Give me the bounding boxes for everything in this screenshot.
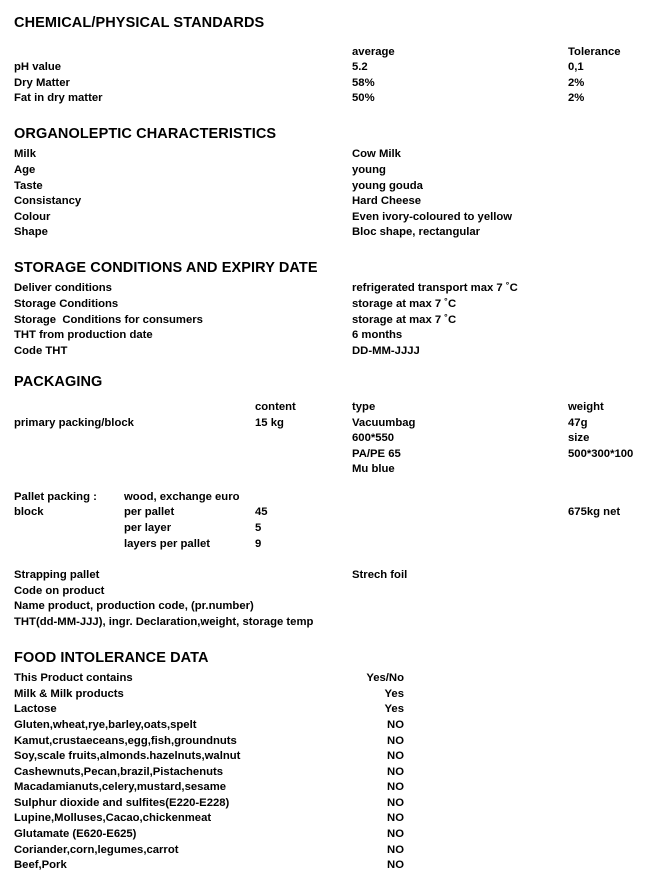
table-row xyxy=(14,811,659,827)
allergen-label: Soy,scale fruits,almonds.hazelnuts,walnut xyxy=(14,750,241,763)
section-title-food-intolerance: FOOD INTOLERANCE DATA xyxy=(14,649,209,666)
column-header-yes-no: Yes/No xyxy=(366,672,404,685)
allergen-label: Kamut,crustaeceans,egg,fish,groundnuts xyxy=(14,734,237,747)
row-label: Consistancy xyxy=(14,195,82,208)
spacer xyxy=(0,359,667,375)
row-tolerance: 2% xyxy=(568,76,585,89)
spacer xyxy=(0,241,667,261)
column-header-tolerance: Tolerance xyxy=(568,45,621,58)
row-label: Milk xyxy=(14,148,36,161)
section-storage-conditions xyxy=(0,261,667,359)
section-title-chemical-physical: CHEMICAL/PHYSICAL STANDARDS xyxy=(14,15,265,31)
note-label: Code on product xyxy=(14,584,105,597)
packaging-note-row xyxy=(14,568,659,584)
allergen-label: Lupine,Molluses,Cacao,chickenmeat xyxy=(14,812,212,825)
table-header-row-intolerance xyxy=(14,671,659,687)
table-row xyxy=(14,780,659,796)
table-row xyxy=(14,858,659,874)
pallet-row xyxy=(14,505,659,521)
table-row xyxy=(14,76,659,92)
allergen-label: Milk & Milk products xyxy=(14,687,124,700)
row-tolerance: 2% xyxy=(568,92,585,105)
section-title-organoleptic: ORGANOLEPTIC CHARACTERISTICS xyxy=(14,125,277,142)
table-row xyxy=(14,147,659,163)
row-tolerance: 0,1 xyxy=(568,61,584,74)
allergen-label: Gluten,wheat,rye,barley,oats,spelt xyxy=(14,718,197,731)
allergen-value: NO xyxy=(387,843,404,856)
row-average: 5.2 xyxy=(352,61,368,74)
spacer xyxy=(0,631,667,651)
note-label: THT(dd-MM-JJJ), ingr. Declaration,weight, storage temp xyxy=(14,616,314,629)
row-value: young xyxy=(352,163,386,176)
allergen-value: NO xyxy=(387,796,404,809)
allergen-label: Lactose xyxy=(14,703,57,716)
packaging-note-row xyxy=(14,615,659,631)
table-row xyxy=(14,734,659,750)
row-average: 58% xyxy=(352,76,375,89)
table-row xyxy=(14,163,659,179)
table-row xyxy=(14,194,659,210)
row-value: DD-MM-JJJJ xyxy=(352,344,420,357)
row-label: Storage Conditions xyxy=(14,298,119,311)
row-value: storage at max 7 ˚C xyxy=(352,298,457,311)
allergen-value: NO xyxy=(387,781,404,794)
table-row xyxy=(14,462,659,478)
row-value: Bloc shape, rectangular xyxy=(352,226,481,239)
section-title-storage: STORAGE CONDITIONS AND EXPIRY DATE xyxy=(14,259,318,276)
column-header-weight: weight xyxy=(568,400,604,413)
pallet-label: Pallet packing : xyxy=(14,490,97,503)
pallet-quantity: 45 xyxy=(255,506,268,519)
pallet-label: block xyxy=(14,506,44,519)
table-header-row-packaging xyxy=(14,400,659,416)
row-label: primary packing/block xyxy=(14,416,134,429)
top-spacer xyxy=(0,0,667,16)
allergen-label: Sulphur dioxide and sulfites(E220-E228) xyxy=(14,796,230,809)
table-row xyxy=(14,702,659,718)
row-label: Deliver conditions xyxy=(14,282,112,295)
row-label: Shape xyxy=(14,226,48,239)
table-row xyxy=(14,447,659,463)
allergen-label: Beef,Pork xyxy=(14,859,67,872)
allergen-label: Glutamate (E620-E625) xyxy=(14,828,137,841)
table-row xyxy=(14,796,659,812)
table-row xyxy=(14,91,659,107)
row-label: Code THT xyxy=(14,344,68,357)
table-row xyxy=(14,225,659,241)
row-label: pH value xyxy=(14,61,62,74)
allergen-value: NO xyxy=(387,812,404,825)
column-header-average: average xyxy=(352,45,395,58)
pallet-row xyxy=(14,521,659,537)
row-label: Taste xyxy=(14,179,43,192)
allergen-value: Yes xyxy=(384,703,404,716)
spacer xyxy=(14,31,659,45)
table-row xyxy=(14,687,659,703)
row-value: young gouda xyxy=(352,179,423,192)
spacer xyxy=(14,478,659,490)
allergen-value: Yes xyxy=(384,687,404,700)
column-header-content: content xyxy=(255,400,296,413)
note-label: Name product, production code, (pr.number) xyxy=(14,600,254,613)
allergen-value: NO xyxy=(387,718,404,731)
row-type: 600*550 xyxy=(352,432,395,445)
table-row xyxy=(14,765,659,781)
allergen-label: Macadamianuts,celery,mustard,sesame xyxy=(14,781,227,794)
table-row xyxy=(14,749,659,765)
row-weight: 500*300*100 xyxy=(568,447,634,460)
packaging-note-row xyxy=(14,584,659,600)
section-food-intolerance-data xyxy=(0,651,667,874)
note-label: Strapping pallet xyxy=(14,569,100,582)
row-label: Age xyxy=(14,163,36,176)
table-row xyxy=(14,344,659,360)
row-value: Even ivory-coloured to yellow xyxy=(352,210,513,223)
column-header-type: type xyxy=(352,400,376,413)
row-value: Hard Cheese xyxy=(352,195,422,208)
row-value: storage at max 7 ˚C xyxy=(352,313,457,326)
row-value: Cow Milk xyxy=(352,148,401,161)
pallet-quantity: 5 xyxy=(255,522,262,535)
section-chemical-physical-standards xyxy=(0,16,667,107)
allergen-value: NO xyxy=(387,828,404,841)
table-row xyxy=(14,313,659,329)
pallet-sublabel: per pallet xyxy=(124,506,175,519)
row-type: PA/PE 65 xyxy=(352,447,401,460)
table-row xyxy=(14,179,659,195)
allergen-value: NO xyxy=(387,750,404,763)
row-value: refrigerated transport max 7 ˚C xyxy=(352,282,518,295)
pallet-sublabel: layers per pallet xyxy=(124,537,211,550)
row-label: Dry Matter xyxy=(14,76,70,89)
pallet-quantity: 9 xyxy=(255,537,262,550)
section-packaging xyxy=(0,375,667,630)
table-row xyxy=(14,297,659,313)
table-row xyxy=(14,827,659,843)
row-average: 50% xyxy=(352,92,375,105)
table-row xyxy=(14,328,659,344)
row-value: 6 months xyxy=(352,329,403,342)
pallet-net-weight: 675kg net xyxy=(568,506,621,519)
pallet-row xyxy=(14,490,659,506)
spacer xyxy=(0,107,667,127)
table-row xyxy=(14,416,659,432)
section-title-packaging: PACKAGING xyxy=(14,374,103,391)
allergen-value: NO xyxy=(387,734,404,747)
table-row xyxy=(14,431,659,447)
spacer xyxy=(14,552,659,568)
pallet-sublabel: per layer xyxy=(124,522,172,535)
row-weight: size xyxy=(568,432,590,445)
row-type: Mu blue xyxy=(352,463,395,476)
row-type: Vacuumbag xyxy=(352,416,416,429)
note-value: Strech foil xyxy=(352,569,408,582)
row-label: Storage Conditions for consumers xyxy=(14,313,203,326)
row-label: Colour xyxy=(14,210,51,223)
row-weight: 47g xyxy=(568,416,588,429)
row-label: Fat in dry matter xyxy=(14,92,103,105)
table-row xyxy=(14,843,659,859)
column-header-label: This Product contains xyxy=(14,672,133,685)
spacer xyxy=(14,390,659,400)
allergen-value: NO xyxy=(387,859,404,872)
table-header-row-chemical xyxy=(14,45,659,61)
pallet-row xyxy=(14,537,659,553)
pallet-sublabel: wood, exchange euro xyxy=(124,490,240,503)
allergen-label: Cashewnuts,Pecan,brazil,Pistachenuts xyxy=(14,765,224,778)
table-row xyxy=(14,60,659,76)
table-row xyxy=(14,281,659,297)
allergen-value: NO xyxy=(387,765,404,778)
table-row xyxy=(14,210,659,226)
row-content: 15 kg xyxy=(255,416,284,429)
packaging-note-row xyxy=(14,599,659,615)
section-organoleptic-characteristics xyxy=(0,127,667,241)
row-label: THT from production date xyxy=(14,329,153,342)
table-row xyxy=(14,718,659,734)
allergen-label: Coriander,corn,legumes,carrot xyxy=(14,843,179,856)
